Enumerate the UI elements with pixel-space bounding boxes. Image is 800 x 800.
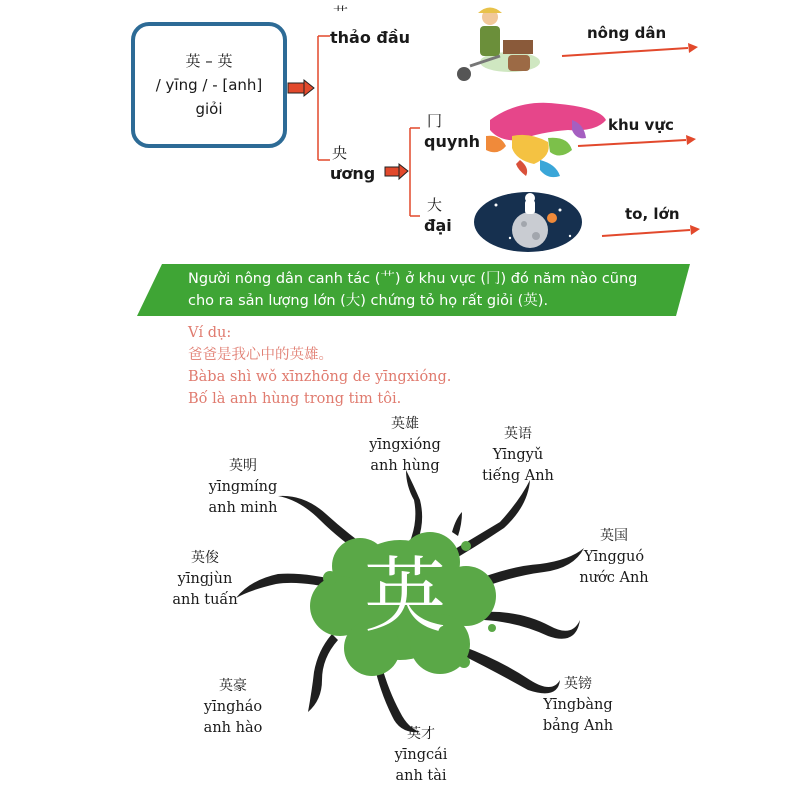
word-pinyin: Yīngguó bbox=[583, 549, 645, 565]
word-nuoc-anh bbox=[579, 526, 648, 589]
word-pinyin: Yīngyǔ bbox=[492, 447, 544, 463]
word-hanzi: 英镑 bbox=[564, 676, 592, 692]
word-meaning: anh tuấn bbox=[172, 592, 238, 608]
word-hanzi: 英雄 bbox=[391, 416, 419, 432]
word-pinyin: yīngxióng bbox=[369, 437, 441, 453]
example-pinyin: Bàba shì wǒ xīnzhōng de yīngxióng. bbox=[188, 369, 452, 385]
radical-hanzi-top: 艹 bbox=[333, 4, 349, 22]
word-pinyin: yīngmíng bbox=[208, 479, 278, 495]
mnemonic-banner bbox=[188, 268, 668, 312]
word-meaning: tiếng Anh bbox=[482, 468, 554, 484]
word-meaning: anh tài bbox=[395, 768, 447, 784]
word-meaning: anh hùng bbox=[370, 458, 440, 474]
word-anh-hao bbox=[204, 676, 263, 739]
word-anh-minh bbox=[209, 456, 278, 519]
example-block bbox=[188, 322, 451, 410]
component-label-uong: ương bbox=[330, 164, 376, 183]
word-pinyin: yīngcái bbox=[394, 747, 448, 763]
connector-arrow-main bbox=[288, 80, 314, 96]
arrow-head-khu-vuc bbox=[686, 135, 696, 145]
word-hanzi: 英明 bbox=[229, 458, 257, 474]
word-hanzi: 英国 bbox=[599, 528, 628, 544]
vietnamese-meaning: giỏi bbox=[195, 100, 223, 118]
banner-line-1: Người nông dân canh tác (艹) ở khu vực (冂) đó năm nào cũng bbox=[188, 271, 638, 287]
main-bracket bbox=[318, 36, 330, 160]
meaning-to-lon: to, lớn bbox=[625, 205, 680, 223]
asia-map-image bbox=[486, 103, 606, 177]
main-character-box bbox=[131, 22, 287, 148]
word-meaning: bảng Anh bbox=[542, 718, 614, 734]
component-hanzi-quynh: 冂 bbox=[427, 112, 443, 130]
sub-bracket bbox=[410, 128, 420, 216]
astronaut-image bbox=[474, 192, 582, 252]
meaning-khu-vuc: khu vực bbox=[608, 116, 674, 134]
example-title: Ví dụ: bbox=[188, 325, 232, 341]
pronunciation: / yīng / - [anh] bbox=[155, 76, 263, 94]
center-character: 英 bbox=[363, 549, 446, 644]
word-meaning: anh minh bbox=[208, 500, 278, 516]
word-tieng-anh bbox=[482, 424, 554, 487]
component-label-dai: đại bbox=[424, 216, 452, 235]
word-anh-hung bbox=[369, 414, 441, 477]
component-label-quynh: quynh bbox=[424, 132, 481, 151]
character-forms: 英 – 英 bbox=[185, 52, 233, 70]
connector-arrow-middle bbox=[385, 164, 408, 179]
word-hanzi: 英才 bbox=[406, 726, 435, 742]
radical-label-top: thảo đầu bbox=[330, 28, 411, 47]
word-anh-tuan bbox=[172, 548, 237, 611]
banner-line-2: cho ra sản lượng lớn (大) chứng tỏ họ rất giỏi (英). bbox=[188, 293, 549, 309]
word-hanzi: 英豪 bbox=[219, 678, 247, 694]
example-translation: Bố là anh hùng trong tim tôi. bbox=[188, 391, 402, 407]
word-pinyin: Yīngbàng bbox=[543, 697, 613, 713]
arrow-head-to-lon bbox=[690, 225, 700, 235]
component-hanzi-yang: 央 bbox=[332, 144, 348, 162]
component-hanzi-dai: 大 bbox=[427, 196, 443, 214]
meaning-nong-dan: nông dân bbox=[587, 24, 667, 42]
word-pinyin: yīngháo bbox=[203, 699, 263, 715]
word-meaning: anh hào bbox=[203, 720, 263, 736]
arrow-head-nong-dan bbox=[688, 43, 698, 53]
word-meaning: nước Anh bbox=[579, 570, 649, 586]
word-bang-anh bbox=[543, 674, 613, 737]
example-hanzi: 爸爸是我心中的英雄。 bbox=[188, 347, 333, 363]
word-hanzi: 英俊 bbox=[190, 550, 219, 566]
word-pinyin: yīngjùn bbox=[177, 571, 233, 587]
word-anh-tai bbox=[395, 724, 448, 787]
word-hanzi: 英语 bbox=[503, 426, 532, 442]
farmer-image bbox=[457, 8, 540, 82]
